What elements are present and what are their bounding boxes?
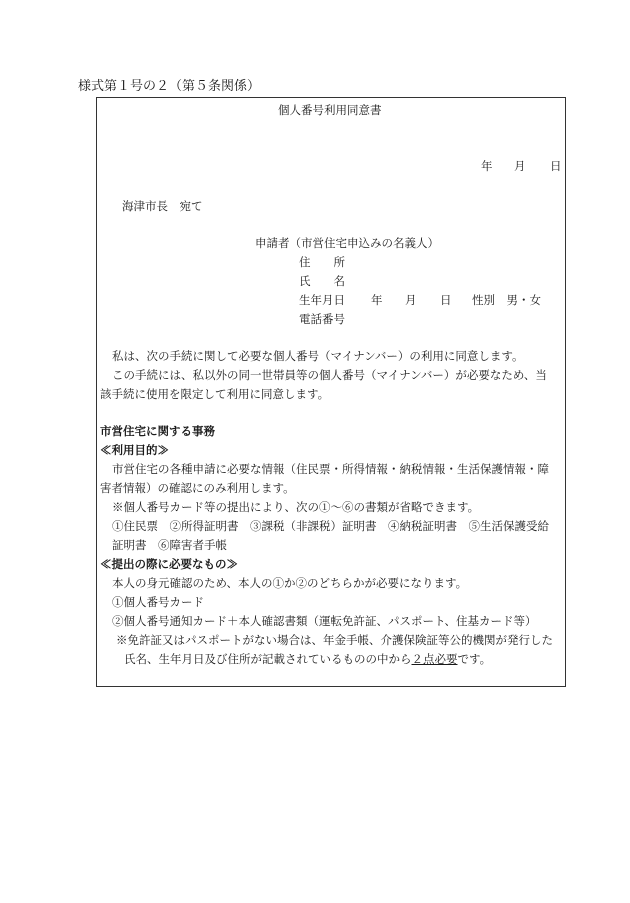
note-emphasis: ２点必要 [411,652,458,666]
form-number-label: 様式第１号の２（第５条関係） [78,79,261,94]
omit-note: ※個人番号カード等の提出により、次の①～⑥の書類が省略できます。 [112,500,480,514]
section-heading: 市営住宅に関する事務 [100,424,215,438]
birth-day: 日 [440,293,452,307]
addressee: 海津市長 宛て [122,199,203,213]
date-month: 月 [514,159,526,173]
date-day: 日 [550,159,562,173]
purpose-heading: ≪利用目的≫ [100,443,169,457]
date-year: 年 [481,159,493,173]
note-line-2-text: 氏名、生年月日及び住所が記載されているものの中から [124,652,412,666]
applicant-phone-label: 電話番号 [299,312,345,326]
birth-month: 月 [405,293,417,307]
birth-year: 年 [371,293,383,307]
applicant-address-label: 住 所 [299,255,345,269]
required-heading: ≪提出の際に必要なもの≫ [100,557,238,571]
documents-line-1: ①住民票 ②所得証明書 ③課税（非課税）証明書 ④納税証明書 ⑤生活保護受給 [112,519,549,533]
consent-line-1: 私は、次の手続に関して必要な個人番号（マイナンバー）の利用に同意します。 [112,349,524,363]
applicant-name-label: 氏 名 [299,274,345,288]
consent-line-3: 該手続に使用を限定して利用に同意します。 [100,387,330,401]
id-intro: 本人の身元確認のため、本人の①か②のどちらかが必要になります。 [112,576,468,590]
documents-line-2: 証明書 ⑥障害者手帳 [112,538,227,552]
id-option-2: ②個人番号通知カード＋本人確認書類（運転免許証、パスポート、住基カード等） [112,614,537,628]
applicant-birthdate-label: 生年月日 [299,293,345,307]
purpose-line-2: 害者情報）の確認にのみ利用します。 [100,481,295,495]
purpose-line-1: 市営住宅の各種申請に必要な情報（住民票・所得情報・納税情報・生活保護情報・障 [112,462,549,476]
note-line-1: ※免許証又はパスポートがない場合は、年金手帳、介護保険証等公的機関が発行した [116,633,553,647]
gender-field: 性別 男・女 [472,293,541,307]
document-title: 個人番号利用同意書 [278,103,382,117]
applicant-heading: 申請者（市営住宅申込みの名義人） [255,236,439,250]
id-option-1: ①個人番号カード [112,595,204,609]
note-line-2 [124,652,491,666]
note-line-2-end: です。 [457,652,492,666]
consent-line-2: この手続には、私以外の同一世帯員等の個人番号（マイナンバー）が必要なため、当 [112,368,547,382]
